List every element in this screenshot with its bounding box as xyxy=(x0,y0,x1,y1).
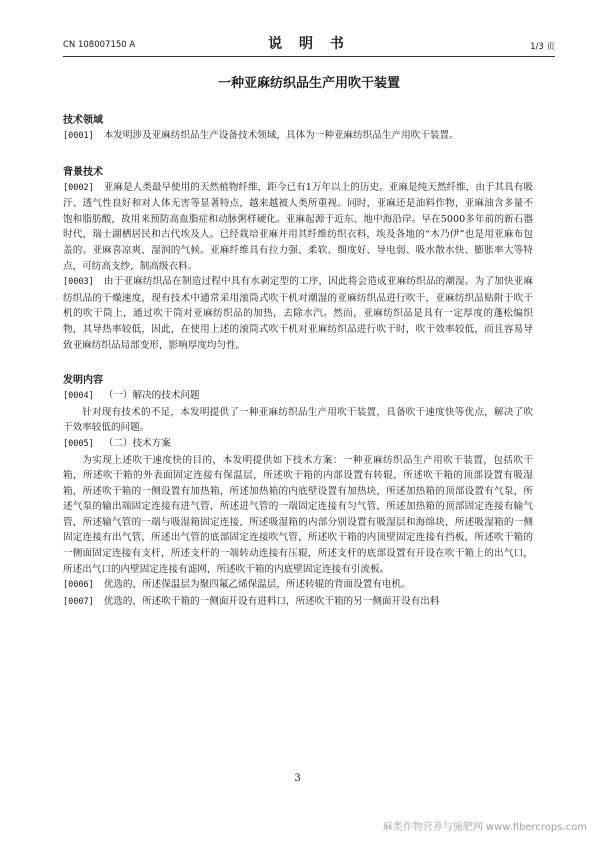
paragraph-text: 本发明涉及亚麻纺织品生产设备技术领域，具体为一种亚麻纺织品生产用吹干装置。 xyxy=(103,130,459,141)
paragraph-0003 xyxy=(63,274,533,353)
paragraph-number: [0002] xyxy=(63,182,94,193)
header-rule xyxy=(63,56,555,57)
header-title: 说 明 书 xyxy=(268,36,350,52)
paragraph-0005-text: 为实现上述吹干速度快的目的，本发明提供如下技术方案：一种亚麻纺织品生产用吹干装置，包括吹干箱，所述吹干箱的外表面固定连接有保温层，所述吹干箱的内部设置有转辊，所述吹干箱的顶部设置有吸湿箱，所述吹干箱的一侧设置有加热箱，所述加热箱的内底壁设置有加热块，所述加热箱的顶部设置有气泵，所述气泵的输出端固定连接有进气管，所述进气管的一端固定连接有匀气管，所述加热箱的顶部固定连接有输气管，所述输气管的一端与吸湿箱固定连接，所述吸湿箱的内部分别设置有吸湿层和海绵块，所述吸湿箱的一侧固定连接有出气管，所述出气管的底部固定连接吹气管，所述吹干箱的内顶壁固定连接有挡板，所述吹干箱的一侧面固定连接有支杆，所述支杆的一端转动连接有压辊，所述支杆的底部设置有开设在吹干箱上的出气口，所述出气口的内壁固定连接有滤网，所述吹干箱的内底壁固定连接有引流板。 xyxy=(63,454,533,575)
paragraph-number: [0001] xyxy=(63,131,94,141)
page-header xyxy=(63,33,555,55)
subheading: （二）技术方案 xyxy=(103,437,171,449)
paragraph-text: 优选的，所述吹干箱的一侧面开设有进料口，所述吹干箱的另一侧面开设有出料 xyxy=(103,595,440,607)
watermark: 麻类作物营养与施肥网 www.fibercrops.com xyxy=(382,822,587,833)
paragraph-number: [0006] xyxy=(63,580,94,591)
paragraph-text: 亚麻是人类最早使用的天然植物纤维，距今已有1万年以上的历史。亚麻是纯天然纤维，由于其具有吸汗、透气性良好和对人体无害等显著特点，越来越被人类所重视。同时，亚麻还是油料作物，亚麻油含多量不饱和脂肪酸，故用来预防高血脂症和动脉粥样硬化。亚麻起源于近东、地中海沿岸。早在5000多年前的新石器时代，瑞士湖栖居民和古代埃及人。已经栽培亚麻并用其纤维纺织衣料，埃及各地的“木乃伊”也是用亚麻布包盖的。亚麻喜凉爽、湿润的气候。亚麻纤维具有拉力强、柔软、细度好、导电弱、吸水散水快、膨胀率大等特点，可纺高支纱，制高级衣料。 xyxy=(63,181,533,272)
paragraph-0007 xyxy=(63,594,533,611)
paragraph-number: [0007] xyxy=(63,596,94,607)
paragraph-0001 xyxy=(63,128,533,145)
paragraph-text: 优选的，所述保温层为聚四氟乙烯保温层，所述转辊的背面设置有电机。 xyxy=(103,579,411,591)
paragraph-number: [0003] xyxy=(63,277,94,288)
subheading: （一）解决的技术问题 xyxy=(103,390,200,402)
paragraph-text: 由于亚麻纺织品在制造过程中具有水剥定型的工序，因此将会造成亚麻纺织品的潮湿。为了加快亚麻纺织品的干燥速度，现有技术中通常采用滚筒式吹干机对潮湿的亚麻纺织品进行吹干，亚麻纺织品贴附于吹干机的吹干筒上，通过吹干筒对亚麻纺织品的加热，去除水汽。然而，亚麻纺织品是具有一定厚度的蓬松编织物，其导热率较低，因此，在使用上述的滚筒式吹干机对亚麻纺织品进行吹干时，吹干效率较低，而且容易导致亚麻纺织品局部变形，影响厚度均匀性。 xyxy=(63,276,533,351)
document-title: 一种亚麻纺织品生产用吹干装置 xyxy=(217,76,400,91)
document-body xyxy=(63,105,533,610)
section-heading-tech-field: 技术领域 xyxy=(63,115,103,126)
section-heading-background: 背景技术 xyxy=(63,166,103,178)
page-number: 3 xyxy=(294,773,301,784)
paragraph-0006 xyxy=(63,577,533,594)
paragraph-number: [0005] xyxy=(63,438,94,449)
paragraph-0004-text: 针对现有技术的不足，本发明提供了一种亚麻纺织品生产用吹干装置，具备吹干速度快等优点，解决了吹干效率较低的问题。 xyxy=(63,406,533,434)
paragraph-0002 xyxy=(63,180,533,275)
page-indicator: 1/3 页 xyxy=(530,42,555,52)
paragraph-0005 xyxy=(63,436,533,453)
section-heading-invention: 发明内容 xyxy=(63,375,103,387)
paragraph-0004 xyxy=(63,388,533,405)
paragraph-number: [0004] xyxy=(63,391,94,402)
publication-number: CN 108007150 A xyxy=(63,40,136,50)
